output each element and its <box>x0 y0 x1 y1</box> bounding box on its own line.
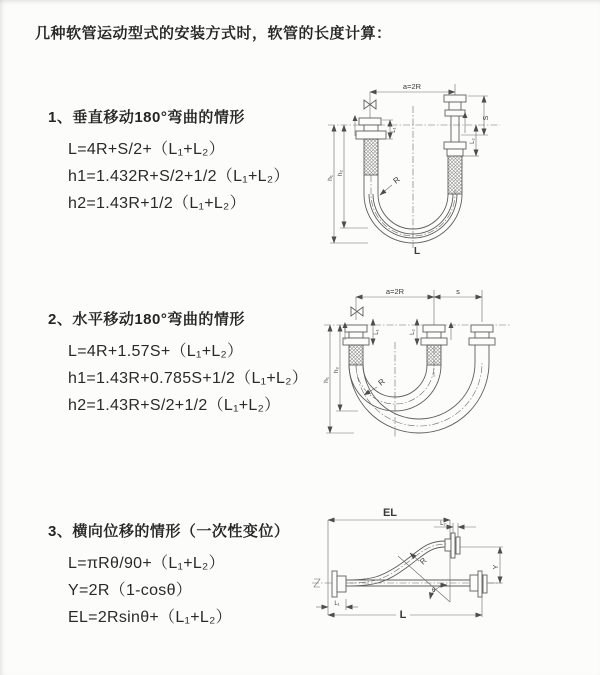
hose-s-curve <box>346 541 447 586</box>
dim-l <box>328 597 482 621</box>
hose-braid <box>448 156 462 194</box>
section-3-heading: 3、横向位移的情形（一次性变位） <box>48 523 290 540</box>
dim-label-h1: h₁ <box>327 175 334 181</box>
section-1-heading: 1、垂直移动180°弯曲的情形 <box>48 109 245 126</box>
dim-label-y: Y <box>493 564 500 570</box>
top-right-flange <box>445 533 460 558</box>
dim-s <box>434 287 482 297</box>
bottom-right-flange <box>470 571 487 597</box>
dim-label-a2r: a=2R <box>385 287 405 296</box>
dim-label-h2: h₂ <box>333 366 340 374</box>
section-1-formula-L: L=4R+S/2+（L₁+L₂） <box>68 141 225 158</box>
section-2-formula-h1: h1=1.43R+0.785S+1/2（L₁+L₂） <box>68 370 309 387</box>
hose-braid <box>349 345 363 365</box>
left-flange <box>332 571 346 597</box>
dim-label-h2: h₂ <box>337 169 344 177</box>
radius-leader <box>380 175 402 195</box>
hose-braid <box>427 345 441 365</box>
dim-label-l: L <box>399 609 407 621</box>
section-1-formula-h2: h2=1.43R+1/2（L₁+L₂） <box>68 195 246 212</box>
dim-l2 <box>410 319 417 345</box>
angle-label: θ <box>432 587 436 594</box>
left-hose-fitting <box>343 325 369 365</box>
section-3-formula-EL: EL=2Rsinθ+（L₁+L₂） <box>68 609 232 626</box>
dim-label-l2: L₂ <box>440 521 446 527</box>
dim-l1 <box>373 319 380 345</box>
dim-label-l1: L₁ <box>334 601 340 607</box>
dim-label-l2: L₂ <box>410 329 416 335</box>
right-hose-fitting <box>469 325 495 363</box>
hose-u-bend-displaced <box>349 363 489 433</box>
dim-label-s: s <box>456 287 460 296</box>
left-hose-fitting <box>356 118 386 175</box>
dim-a2r <box>370 82 455 120</box>
dim-l2 <box>463 125 479 156</box>
section-1-formula-h1: h1=1.432R+S/2+1/2（L₁+L₂） <box>68 168 290 185</box>
radius-label: R <box>391 174 402 186</box>
section-3-formula-Y: Y=2R（1-cosθ） <box>68 582 193 599</box>
right-hose-fitting <box>444 95 466 194</box>
vertical-180-bend-diagram <box>312 78 600 258</box>
section-3-formula-L: L=πRθ/90+（L₁+L₂） <box>68 555 225 572</box>
dim-h1 <box>327 125 368 243</box>
page-title: 几种软管运动型式的安装方式时，软管的长度计算： <box>35 25 392 42</box>
horizontal-180-bend-diagram <box>310 282 600 462</box>
dim-label-l1: L₁ <box>374 329 380 335</box>
dim-label-l2: L₂ <box>470 138 476 144</box>
dim-a2r <box>356 287 482 322</box>
radius-label: R <box>376 376 387 388</box>
length-label: L <box>413 246 421 257</box>
dim-label-a2r: a=2R <box>402 82 422 91</box>
dim-label-h1: h₁ <box>323 377 330 383</box>
valve-icon <box>351 307 363 316</box>
dim-el <box>328 507 450 615</box>
dim-l1 <box>316 599 358 610</box>
hose-braid <box>364 139 378 175</box>
middle-hose-fitting <box>421 325 447 365</box>
section-2-formula-h2: h2=1.43R+S/2+1/2（L₁+L₂） <box>68 397 281 414</box>
dim-h2 <box>337 125 368 228</box>
dim-label-el: EL <box>382 507 398 519</box>
lateral-displacement-diagram <box>302 495 572 645</box>
section-2-formula-L: L=4R+1.57S+（L₁+L₂） <box>68 343 244 360</box>
section-2-heading: 2、水平移动180°弯曲的情形 <box>48 311 245 328</box>
dim-label-l1: L₁ <box>391 127 397 133</box>
radius-label: R <box>418 555 429 567</box>
dim-label-s: S <box>483 115 490 121</box>
